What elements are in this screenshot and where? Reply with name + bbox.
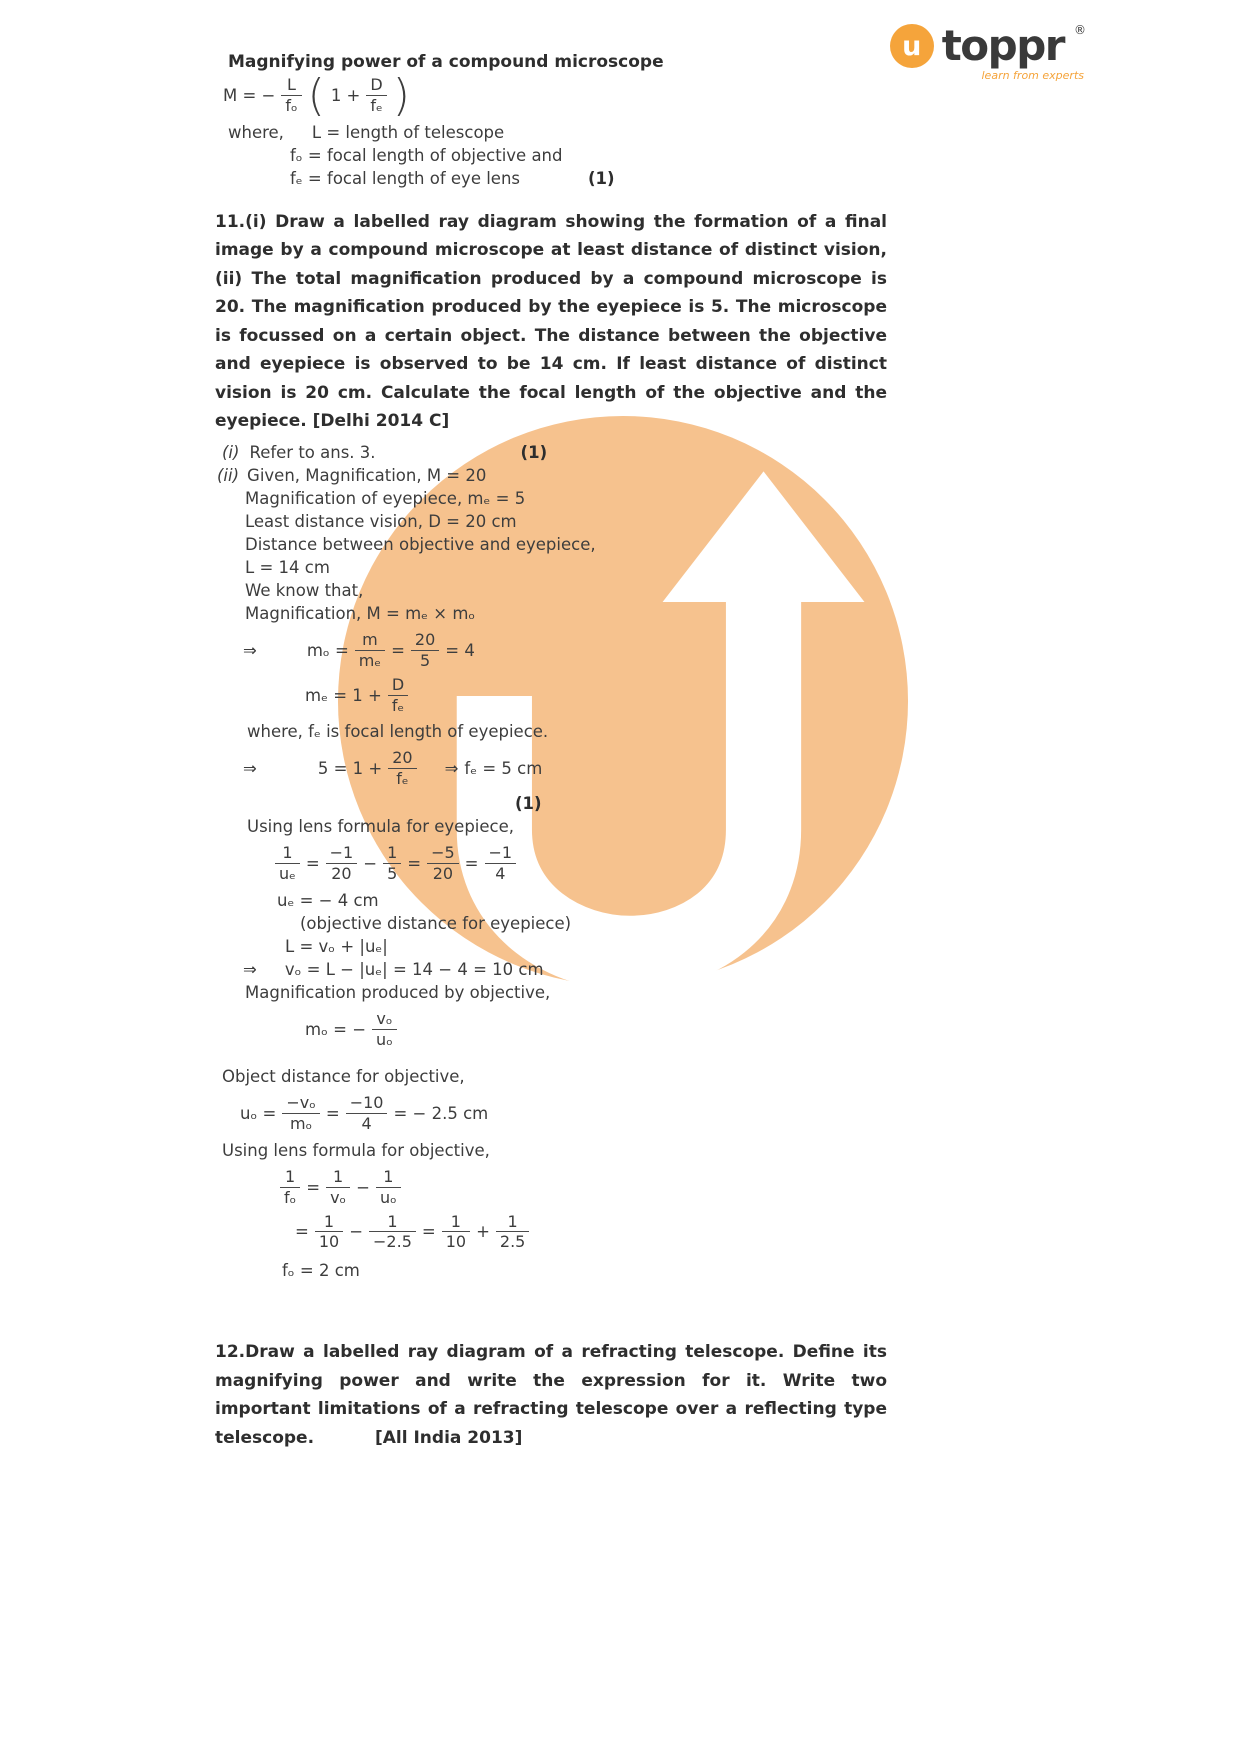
where-line-1	[228, 121, 887, 144]
implies-arrow-icon: ⇒	[243, 759, 257, 779]
logo-row	[890, 21, 1086, 70]
brand-tagline: learn from experts	[981, 69, 1084, 82]
denominator: 20	[432, 864, 454, 884]
fraction-D-over-fe	[366, 76, 386, 115]
question-12	[215, 1338, 887, 1452]
fraction-L-over-fo	[281, 76, 301, 115]
numerator: m	[355, 631, 385, 651]
part-label: (ii)	[217, 465, 240, 485]
fraction	[326, 844, 358, 883]
fraction	[282, 1094, 320, 1133]
fraction	[411, 631, 439, 670]
numerator: vₒ	[372, 1010, 397, 1030]
equation-uo	[240, 1094, 887, 1133]
equals-sign: =	[464, 854, 479, 874]
toppr-logo	[890, 21, 1086, 82]
equals-sign: =	[407, 854, 422, 874]
equals-sign: =	[391, 640, 405, 660]
answer-line: Magnification, M = mₑ × mₒ	[245, 603, 476, 623]
where-definition: L = length of telescope	[311, 122, 505, 142]
equation-mo	[243, 631, 887, 670]
denominator: 2.5	[499, 1232, 526, 1252]
denominator: mₑ	[358, 650, 382, 670]
numerator: 1	[376, 1168, 401, 1188]
equals-sign: =	[305, 854, 320, 874]
equation-lhs: mₒ = −	[305, 1019, 367, 1039]
equation-lhs: uₒ =	[240, 1103, 277, 1123]
equation-lhs: 5 = 1 +	[317, 759, 383, 779]
fraction	[496, 1213, 529, 1252]
fraction	[388, 749, 416, 788]
numerator: −10	[346, 1094, 388, 1114]
numerator: L	[281, 76, 301, 96]
denominator: 20	[331, 864, 352, 884]
answer-line: L = 14 cm	[245, 557, 330, 577]
answer-line: L = vₒ + |uₑ|	[285, 937, 388, 957]
denominator: vₒ	[330, 1187, 347, 1207]
equation-fo-step2	[295, 1213, 887, 1252]
equation-lhs: mₒ =	[306, 640, 349, 660]
where-label: where,	[228, 122, 284, 142]
equals-sign: =	[295, 1222, 309, 1242]
denominator: uₑ	[279, 864, 296, 884]
part-text: Refer to ans. 3.	[249, 442, 376, 462]
minus-sign: −	[363, 854, 378, 874]
denominator: uₒ	[380, 1187, 397, 1207]
answer-line: Using lens formula for eyepiece,	[247, 817, 515, 837]
numerator: 1	[275, 844, 300, 864]
answer-note: (objective distance for eyepiece)	[300, 914, 572, 934]
fraction	[442, 1213, 470, 1252]
fraction	[485, 844, 517, 883]
numerator: 1	[326, 1168, 350, 1188]
document-content	[215, 52, 887, 1452]
formula-lhs: M = −	[223, 85, 276, 105]
denominator: 5	[419, 650, 431, 670]
fraction	[346, 1094, 388, 1133]
denominator: mₒ	[290, 1113, 313, 1133]
fraction	[383, 844, 401, 883]
fraction	[315, 1213, 343, 1252]
equation-ue	[275, 844, 887, 883]
answer-line: Least distance vision, D = 20 cm	[245, 511, 517, 531]
numerator: −1	[485, 844, 517, 864]
part-text: Given, Magnification, M = 20	[247, 465, 487, 485]
answer-part-i	[222, 441, 887, 464]
toppr-logo-mark-icon: u	[890, 24, 934, 68]
equation-fo	[280, 1168, 887, 1207]
equation-vo	[243, 958, 887, 981]
denominator: fₒ	[285, 95, 298, 115]
fraction	[372, 1010, 397, 1049]
paren-open: (	[307, 69, 325, 121]
equals-sign: =	[325, 1103, 340, 1123]
denominator: uₒ	[376, 1029, 393, 1049]
numerator: D	[388, 676, 408, 696]
answer-line: Using lens formula for objective,	[222, 1140, 490, 1160]
fraction	[369, 1213, 416, 1252]
paren-close: )	[392, 69, 410, 121]
question-12-text: 12.Draw a labelled ray diagram of a refracting telescope. Define its magnifying power and write the expression for it. Write two important limitations of a refracting telescope over a reflecting type telescope.	[215, 1342, 887, 1448]
formula-inner: 1 +	[330, 85, 361, 105]
equation-text: vₒ = L − |uₑ| = 14 − 4 = 10 cm	[284, 960, 544, 980]
answer-line: where, fₑ is focal length of eyepiece.	[247, 722, 549, 742]
answer-line: Magnification of eyepiece, mₑ = 5	[245, 488, 526, 508]
equals-sign: =	[421, 1222, 436, 1242]
fraction	[326, 1168, 350, 1207]
equation-lhs: mₑ = 1 +	[305, 685, 382, 705]
implies-arrow-icon: ⇒	[243, 960, 257, 980]
fraction	[427, 844, 459, 883]
numerator: 1	[280, 1168, 300, 1188]
brand-name: toppr	[941, 21, 1064, 70]
formula-magnifying-power	[223, 69, 887, 121]
part-label: (i)	[222, 442, 240, 462]
numerator: 20	[411, 631, 439, 651]
denominator: −2.5	[373, 1232, 412, 1252]
minus-sign: −	[356, 1177, 370, 1197]
question-11-text: 11.(i) Draw a labelled ray diagram showing the formation of a final image by a compound microscope at least distance of distinct vision, (ii) The total magnification produced by a compound microscope is 20. The magnification produced by the eyepiece is 5. The microscope is focussed on a certain object. The distance between the objective and eyepiece is observed to be 14 cm. If least distance of distinct vision is 20 cm. Calculate the focal length of the objective and the eyepiece. [Delhi 2014 C]	[215, 211, 887, 432]
denominator: fₑ	[391, 695, 405, 715]
plus-sign: +	[476, 1222, 490, 1242]
numerator: 1	[442, 1213, 470, 1233]
fraction	[275, 844, 300, 883]
answer-line: Distance between objective and eyepiece,	[245, 534, 596, 554]
answer-part-ii	[217, 464, 887, 487]
registered-trademark: ®	[1074, 23, 1086, 37]
answer-line: We know that,	[245, 580, 364, 600]
implies-arrow-icon: ⇒	[243, 640, 257, 660]
marks-badge: (1)	[520, 442, 548, 462]
question-12-citation: [All India 2013]	[374, 1427, 523, 1448]
equation-me	[305, 676, 887, 715]
numerator: 1	[383, 844, 401, 864]
where-line-3	[290, 167, 887, 190]
equation-rhs: = − 2.5 cm	[393, 1103, 489, 1123]
equation-fe	[243, 749, 887, 788]
minus-sign: −	[349, 1222, 364, 1242]
denominator: fₒ	[284, 1187, 297, 1207]
fraction	[376, 1168, 401, 1207]
answer-line: fₒ = 2 cm	[282, 1261, 360, 1281]
answer-line: Magnification produced by objective,	[245, 983, 551, 1003]
equals-sign: =	[306, 1177, 321, 1197]
fraction	[280, 1168, 300, 1207]
where-definition: fₑ = focal length of eye lens	[290, 168, 521, 188]
denominator: 4	[495, 864, 506, 884]
denominator: fₑ	[396, 769, 409, 789]
denominator: 5	[387, 864, 398, 884]
fraction	[355, 631, 385, 670]
equation-rhs: fₑ = 5 cm	[464, 759, 543, 779]
answer-line: uₑ = − 4 cm	[277, 891, 379, 911]
denominator: 10	[445, 1232, 467, 1252]
marks-badge: (1)	[588, 168, 615, 188]
equation-rhs: = 4	[445, 640, 475, 660]
denominator: 10	[318, 1232, 340, 1252]
where-line-2: fₒ = focal length of objective and	[290, 145, 563, 165]
numerator: −5	[427, 844, 459, 864]
answer-line: Object distance for objective,	[222, 1066, 465, 1086]
numerator: 1	[369, 1213, 416, 1233]
numerator: 20	[388, 749, 416, 769]
numerator: 1	[315, 1213, 343, 1233]
marks-badge: (1)	[515, 794, 542, 814]
implies-arrow-icon: ⇒	[444, 759, 459, 779]
numerator: D	[366, 76, 386, 96]
denominator: fₑ	[370, 95, 383, 115]
numerator: −1	[326, 844, 358, 864]
equation-mo-objective	[305, 1010, 887, 1049]
numerator: −vₒ	[282, 1094, 320, 1114]
section-heading: Magnifying power of a compound microscope	[228, 52, 664, 72]
fraction	[388, 676, 408, 715]
denominator: 4	[361, 1113, 372, 1133]
numerator: 1	[496, 1213, 529, 1233]
